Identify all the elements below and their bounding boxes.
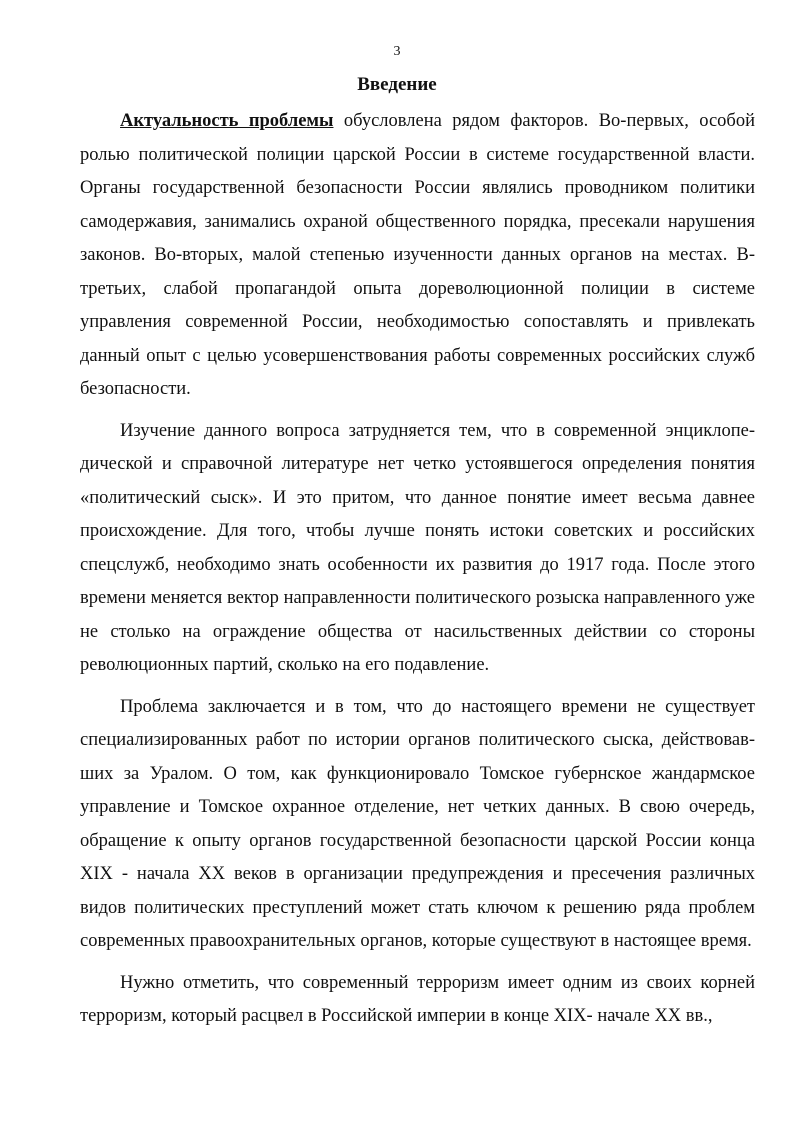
paragraph-study-difficulty: Изучение данного вопроса затрудняется тем, что в современной энциклопедической и справочной литературе нет четко устоявшегося определения понятия «политический сыск». И это притом, что данное понятие имеет весьма давнее происхождение. Для того, чтобы лучше понять истоки советских и российских спецслужб, необходимо знать особенности их развития до 1917 года. После этого времени меняется вектор направленности политического розыска направленного уже не столько на ограждение общества от насильственных действии со стороны революционных партий, сколько на его подавление.: [80, 420, 755, 675]
paragraph-relevance: [80, 105, 755, 407]
lead-term: Актуальность проблемы: [120, 111, 334, 131]
paragraph-relevance-text: обусловлена рядом факторов. Во-первых, особой ролью политической полиции царской России в системе государственной власти. Органы государственной безопасности России являлись проводником политики самодержавия, занимались охраной общественного порядка, пресекали нарушения законов. Во-вторых, малой степенью изученности данных органов на местах. В-третьих, слабой пропагандой опыта дореволюционной полиции в системе управления современной России, необходимостью сопоставлять и привлекать данный опыт с целью усовершенствования работы современных российских служб безопасности.: [80, 111, 755, 399]
paragraph-terrorism: Нужно отметить, что современный терроризм имеет одним из своих корней терроризм, который расцвел в Российской империи в конце XIX- начале XX вв.,: [80, 972, 755, 1026]
page-number: 3: [393, 44, 401, 59]
page-title: Введение: [357, 74, 437, 95]
document-body: [80, 105, 755, 1042]
paragraph-problem: Проблема заключается и в том, что до настоящего времени не существует специализированных работ по истории органов политического сыска, действовавших за Уралом. О том, как функционировало Томское губернское жандармское управление и Томское охранное отделение, нет четких данных. В свою очередь, обращение к опыту органов государственной безопасности царской России конца XIX - начала XX веков в организации предупреждения и пресечения различных видов политических преступлений может стать ключом к решению ряда проблем современных правоохранительных органов, которые существуют в настоящее время.: [80, 696, 755, 951]
